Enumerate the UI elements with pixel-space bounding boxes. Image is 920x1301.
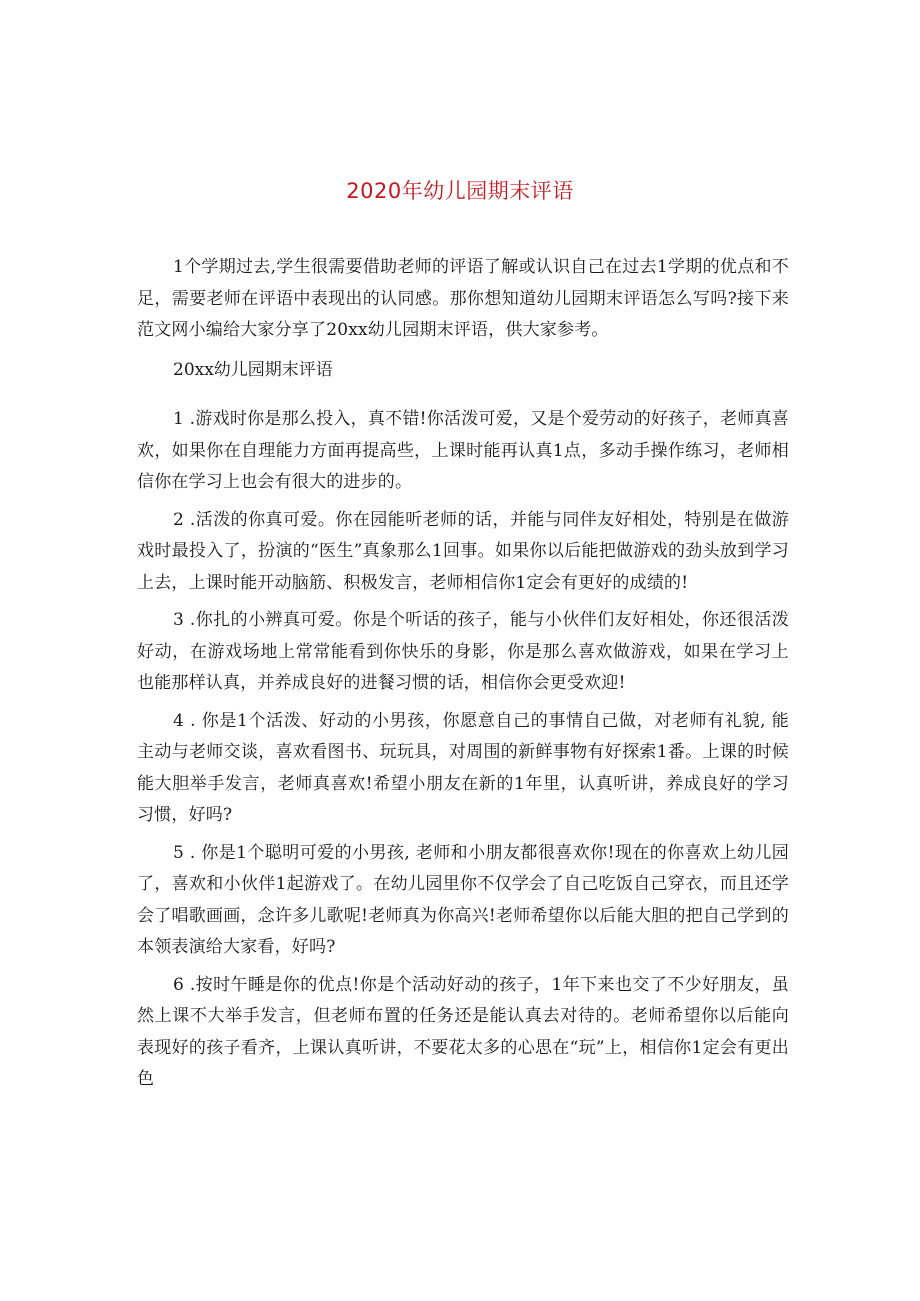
section-subheading: 20xx幼儿园期末评语 xyxy=(173,359,333,380)
comment-paragraph-1: 1 .游戏时你是那么投入，真不错!你活泼可爱，又是个爱劳动的好孩子，老师真喜欢，如果你在自理能力方面再提高些，上课时能再认真1点，多动手操作练习，老师相信你在学习上也会有很大的进步的。 xyxy=(137,409,789,492)
intro-paragraph: 1个学期过去,学生很需要借助老师的评语了解或认识自己在过去1学期的优点和不足，需要老师在评语中表现出的认同感。那你想知道幼儿园期末评语怎么写吗?接下来范文网小编给大家分享了20xx幼儿园期末评语，供大家参考。 xyxy=(137,257,789,340)
comment-paragraph-2: 2 .活泼的你真可爱。你在园能听老师的话，并能与同伴友好相处，特别是在做游戏时最投入了，扮演的“医生”真象那么1回事。如果你以后能把做游戏的劲头放到学习上去，上课时能开动脑筋、积极发言，老师相信你1定会有更好的成绩的! xyxy=(137,509,789,593)
comment-paragraph-4: 4 . 你是1个活泼、好动的小男孩，你愿意自己的事情自己做，对老师有礼貌, 能主动与老师交谈，喜欢看图书、玩玩具，对周围的新鲜事物有好探索1番。上课的时候能大胆举手发言，老师真喜欢!希望小朋友在新的1年里，认真听讲，养成良好的学习习惯，好吗? xyxy=(137,710,789,825)
comment-paragraph-6: 6 .按时午睡是你的优点!你是个活动好动的孩子，1年下来也交了不少好朋友，虽然上课不大举手发言，但老师布置的任务还是能认真去对待的。老师希望你以后能向表现好的孩子看齐，上课认真听讲，不要花太多的心思在“玩”上，相信你1定会有更出色 xyxy=(137,974,789,1089)
comment-paragraph-5: 5 . 你是1个聪明可爱的小男孩, 老师和小朋友都很喜欢你!现在的你喜欢上幼儿园了，喜欢和小伙伴1起游戏了。在幼儿园里你不仅学会了自己吃饭自己穿衣，而且还学会了唱歌画画，念许多儿歌呢!老师真为你高兴!老师希望你以后能大胆的把自己学到的本领表演给大家看，好吗? xyxy=(137,842,789,957)
document-title: 2020年幼儿园期末评语 xyxy=(346,179,574,203)
document-body xyxy=(137,252,789,1102)
comment-paragraph-3: 3 .你扎的小辨真可爱。你是个听话的孩子，能与小伙伴们友好相处，你还很活泼好动，在游戏场地上常常能看到你快乐的身影，你是那么喜欢做游戏，如果在学习上也能那样认真，并养成良好的进餐习惯的话，相信你会更受欢迎! xyxy=(137,610,789,693)
